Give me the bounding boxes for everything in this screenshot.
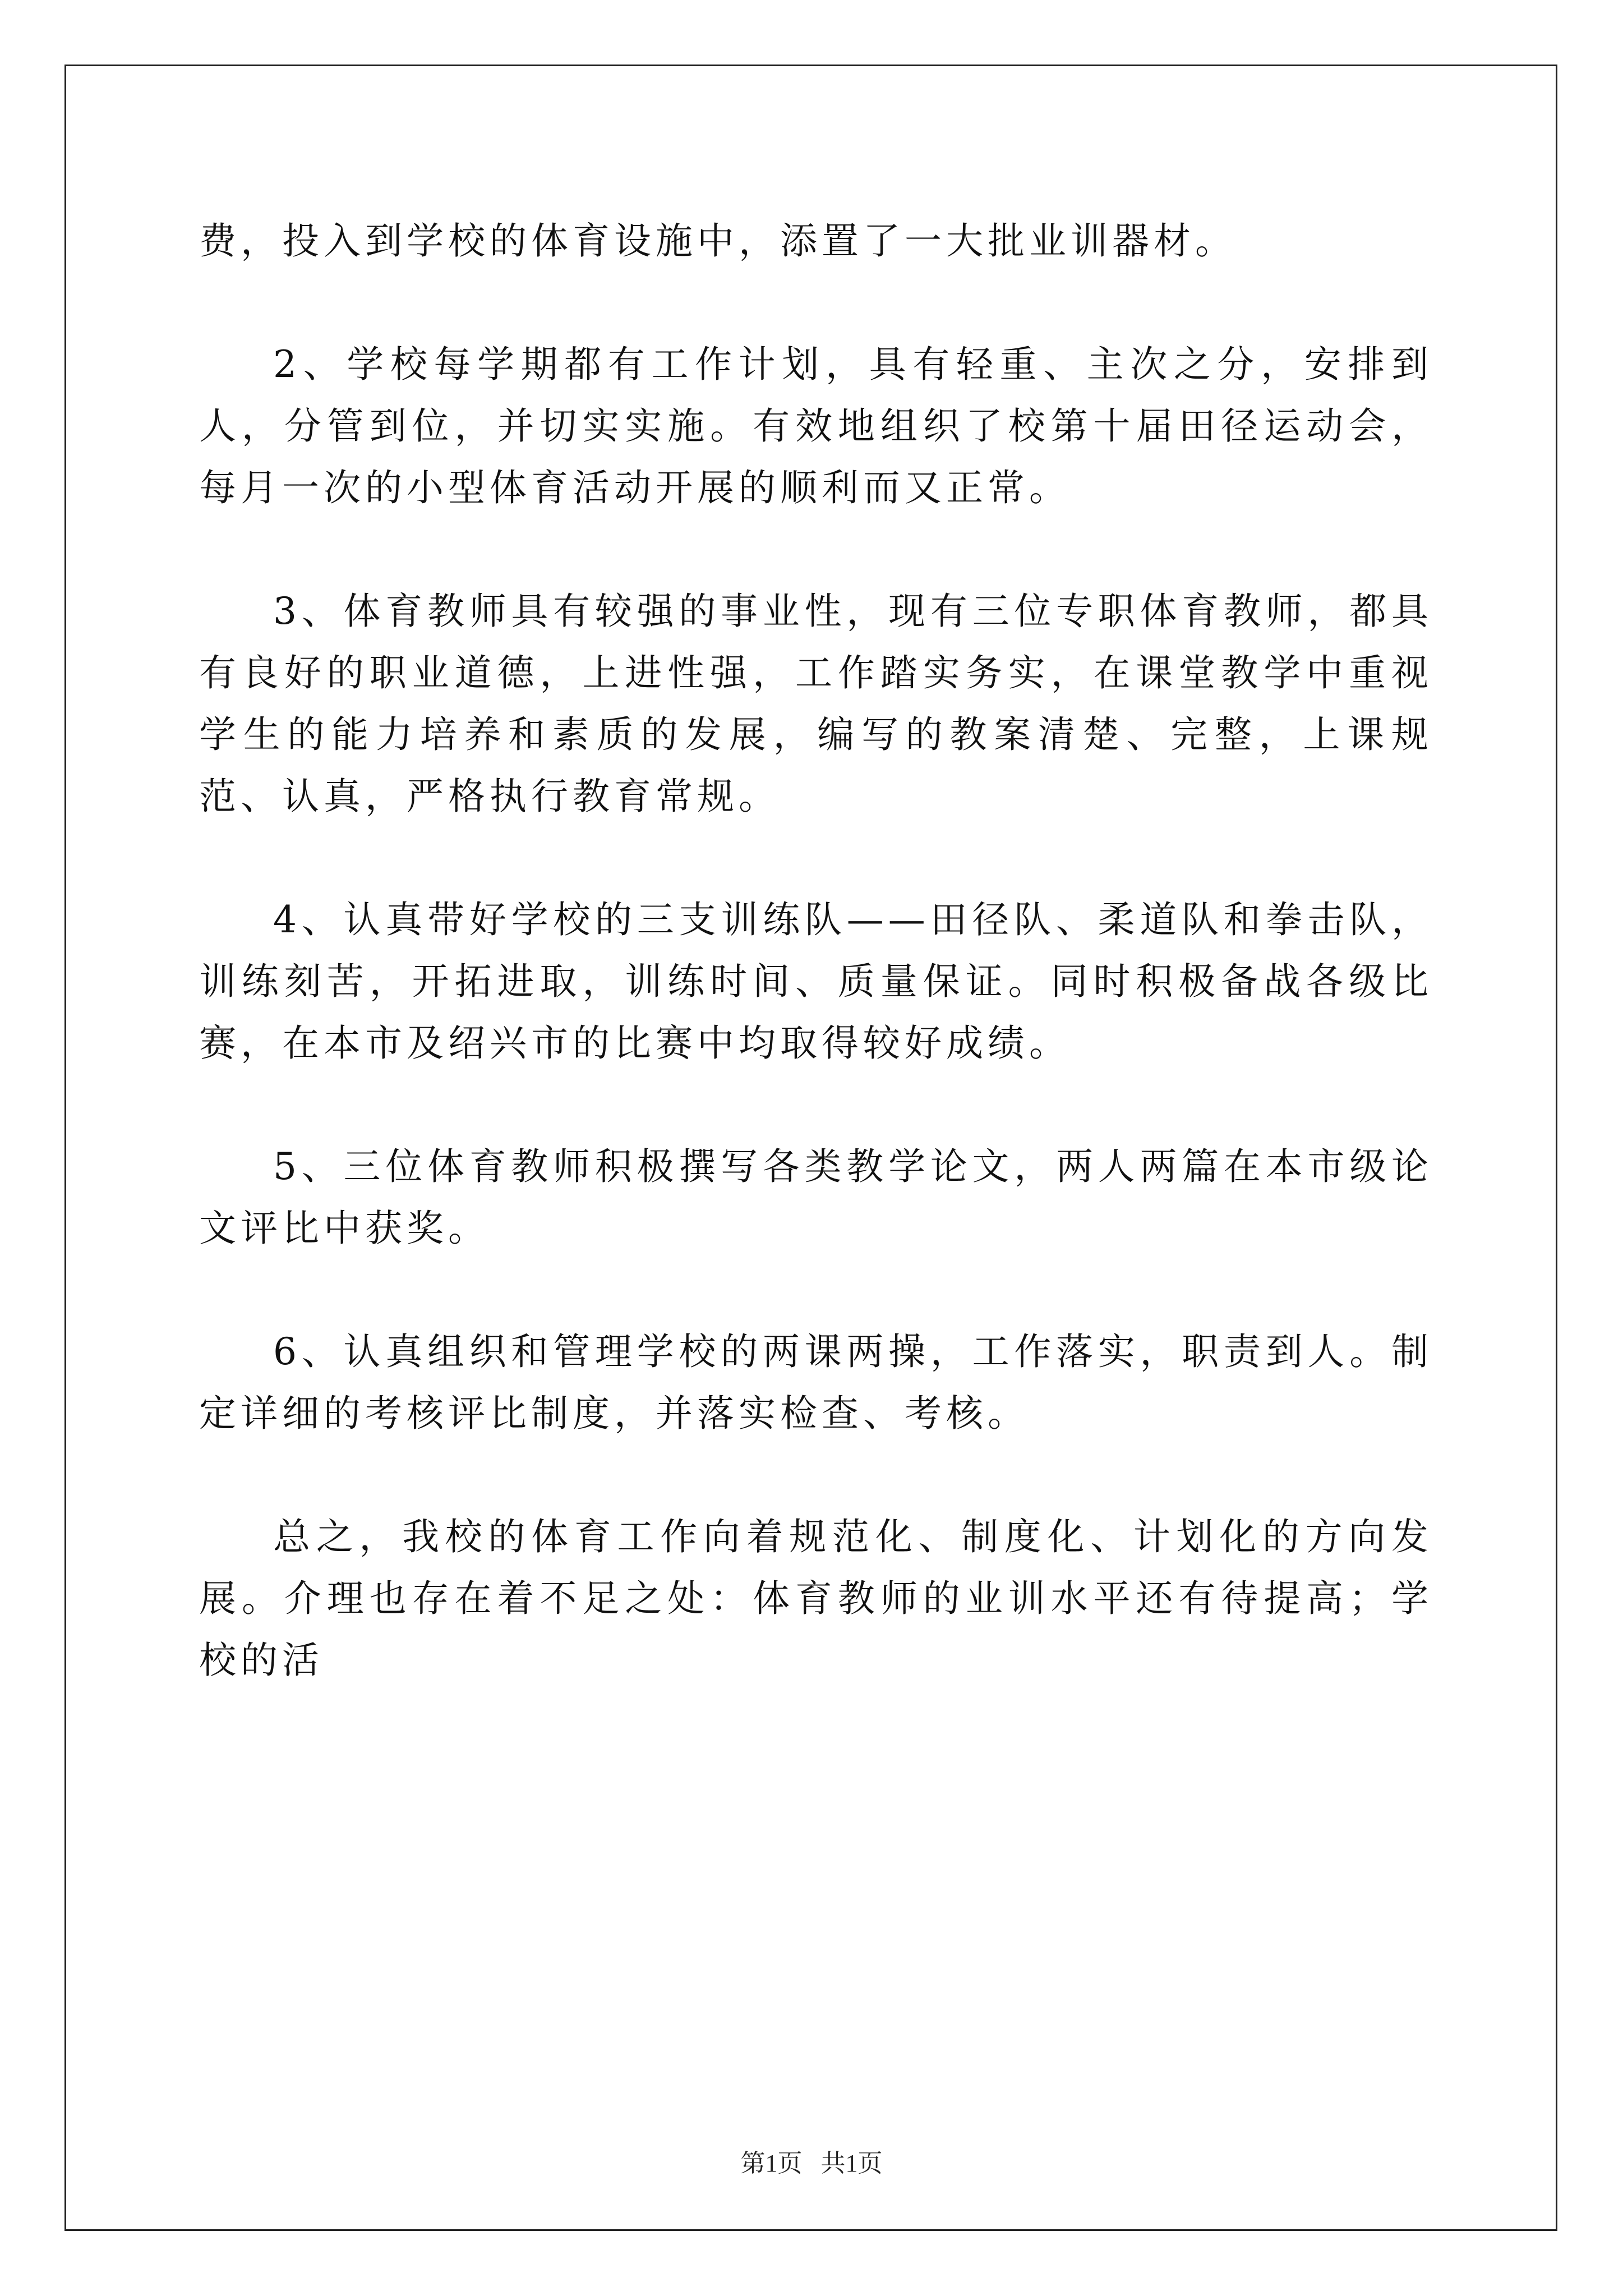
paragraph-5: 6、认真组织和管理学校的两课两操，工作落实，职责到人。制定详细的考核评比制度，并落实检查、考核。 xyxy=(199,1330,1433,1435)
document-body xyxy=(199,210,1433,1691)
page-total: 共1页 xyxy=(820,2150,883,2177)
paragraph-3: 4、认真带好学校的三支训练队——田径队、柔道队和拳击队，训练刻苦，开拓进取，训练时间、质量保证。同时积极备战各级比赛，在本市及绍兴市的比赛中均取得较好成绩。 xyxy=(199,898,1433,1065)
paragraph-0: 费，投入到学校的体育设施中，添置了一大批业训器材。 xyxy=(199,219,1237,263)
page-number: 第1页 xyxy=(740,2150,803,2177)
page-footer xyxy=(0,2143,1623,2179)
paragraph-2: 3、体育教师具有较强的事业性，现有三位专职体育教师，都具有良好的职业道德，上进性强，工作踏实务实，在课堂教学中重视学生的能力培养和素质的发展，编写的教案清楚、完整，上课规范、认真，严格执行教育常规。 xyxy=(199,590,1433,818)
paragraph-6: 总之，我校的体育工作向着规范化、制度化、计划化的方向发展。介理也存在着不足之处：体育教师的业训水平还有待提高；学校的活 xyxy=(199,1515,1433,1682)
paragraph-1: 2、学校每学期都有工作计划，具有轻重、主次之分，安排到人，分管到位，并切实实施。有效地组织了校第十届田径运动会，每月一次的小型体育活动开展的顺利而又正常。 xyxy=(199,343,1433,509)
paragraph-4: 5、三位体育教师积极撰写各类教学论文，两人两篇在本市级论文评比中获奖。 xyxy=(199,1145,1433,1250)
